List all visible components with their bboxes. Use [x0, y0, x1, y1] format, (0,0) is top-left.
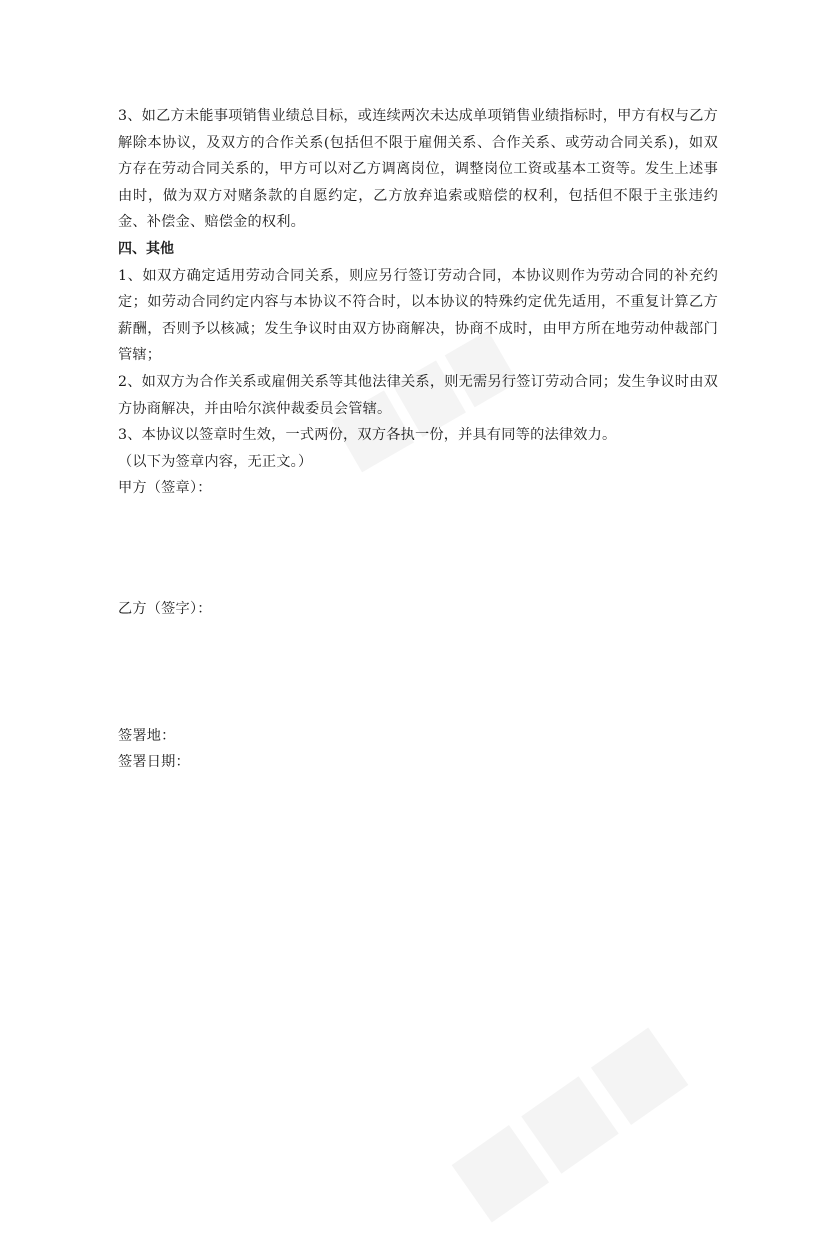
clause-3-paragraph: 3、如乙方未能事项销售业绩总目标，或连续两次未达成单项销售业绩指标时，甲方有权与乙方解除本协议，及双方的合作关系(包括但不限于雇佣关系、合作关系、或劳动合同关系)，如双方存在劳动合同关系的，甲方可以对乙方调离岗位，调整岗位工资或基本工资等。发生上述事由时，做为双方对赌条款的自愿约定，乙方放弃追索或赔偿的权利，包括但不限于主张违约金、补偿金、赔偿金的权利。: [118, 108, 718, 231]
party-b-signature-label: 乙方（签字）：: [118, 600, 212, 617]
signing-date-label: 签署日期：: [118, 754, 190, 771]
document-body: [118, 103, 718, 776]
party-a-signature-label: 甲方（签章）：: [118, 480, 212, 497]
watermark-corner: [432, 1005, 708, 1244]
section-4-item-2: 2、如双方为合作关系或雇佣关系等其他法律关系，则无需另行签订劳动合同；发生争议时由双方协商解决，并由哈尔滨仲裁委员会管辖。: [118, 373, 718, 417]
no-text-note: （以下为签章内容，无正文。）: [118, 453, 313, 470]
signing-place-label: 签署地：: [118, 727, 176, 744]
section-4-item-3: 3、本协议以签章时生效，一式两份，双方各执一份，并具有同等的法律效力。: [118, 427, 617, 444]
section-4-item-1: 1、如双方确定适用劳动合同关系，则应另行签订劳动合同，本协议则作为劳动合同的补充约定；如劳动合同约定内容与本协议不符合时，以本协议的特殊约定优先适用，不重复计算乙方薪酬，否则予以核减；发生争议时由双方协商解决，协商不成时，由甲方所在地劳动仲裁部门管辖；: [118, 267, 718, 364]
watermark-corner-icon: [432, 1005, 708, 1244]
section-4-heading: 四、其他: [118, 240, 174, 257]
party-b-signature-space: [118, 623, 718, 723]
party-a-signature-space: [118, 502, 718, 596]
